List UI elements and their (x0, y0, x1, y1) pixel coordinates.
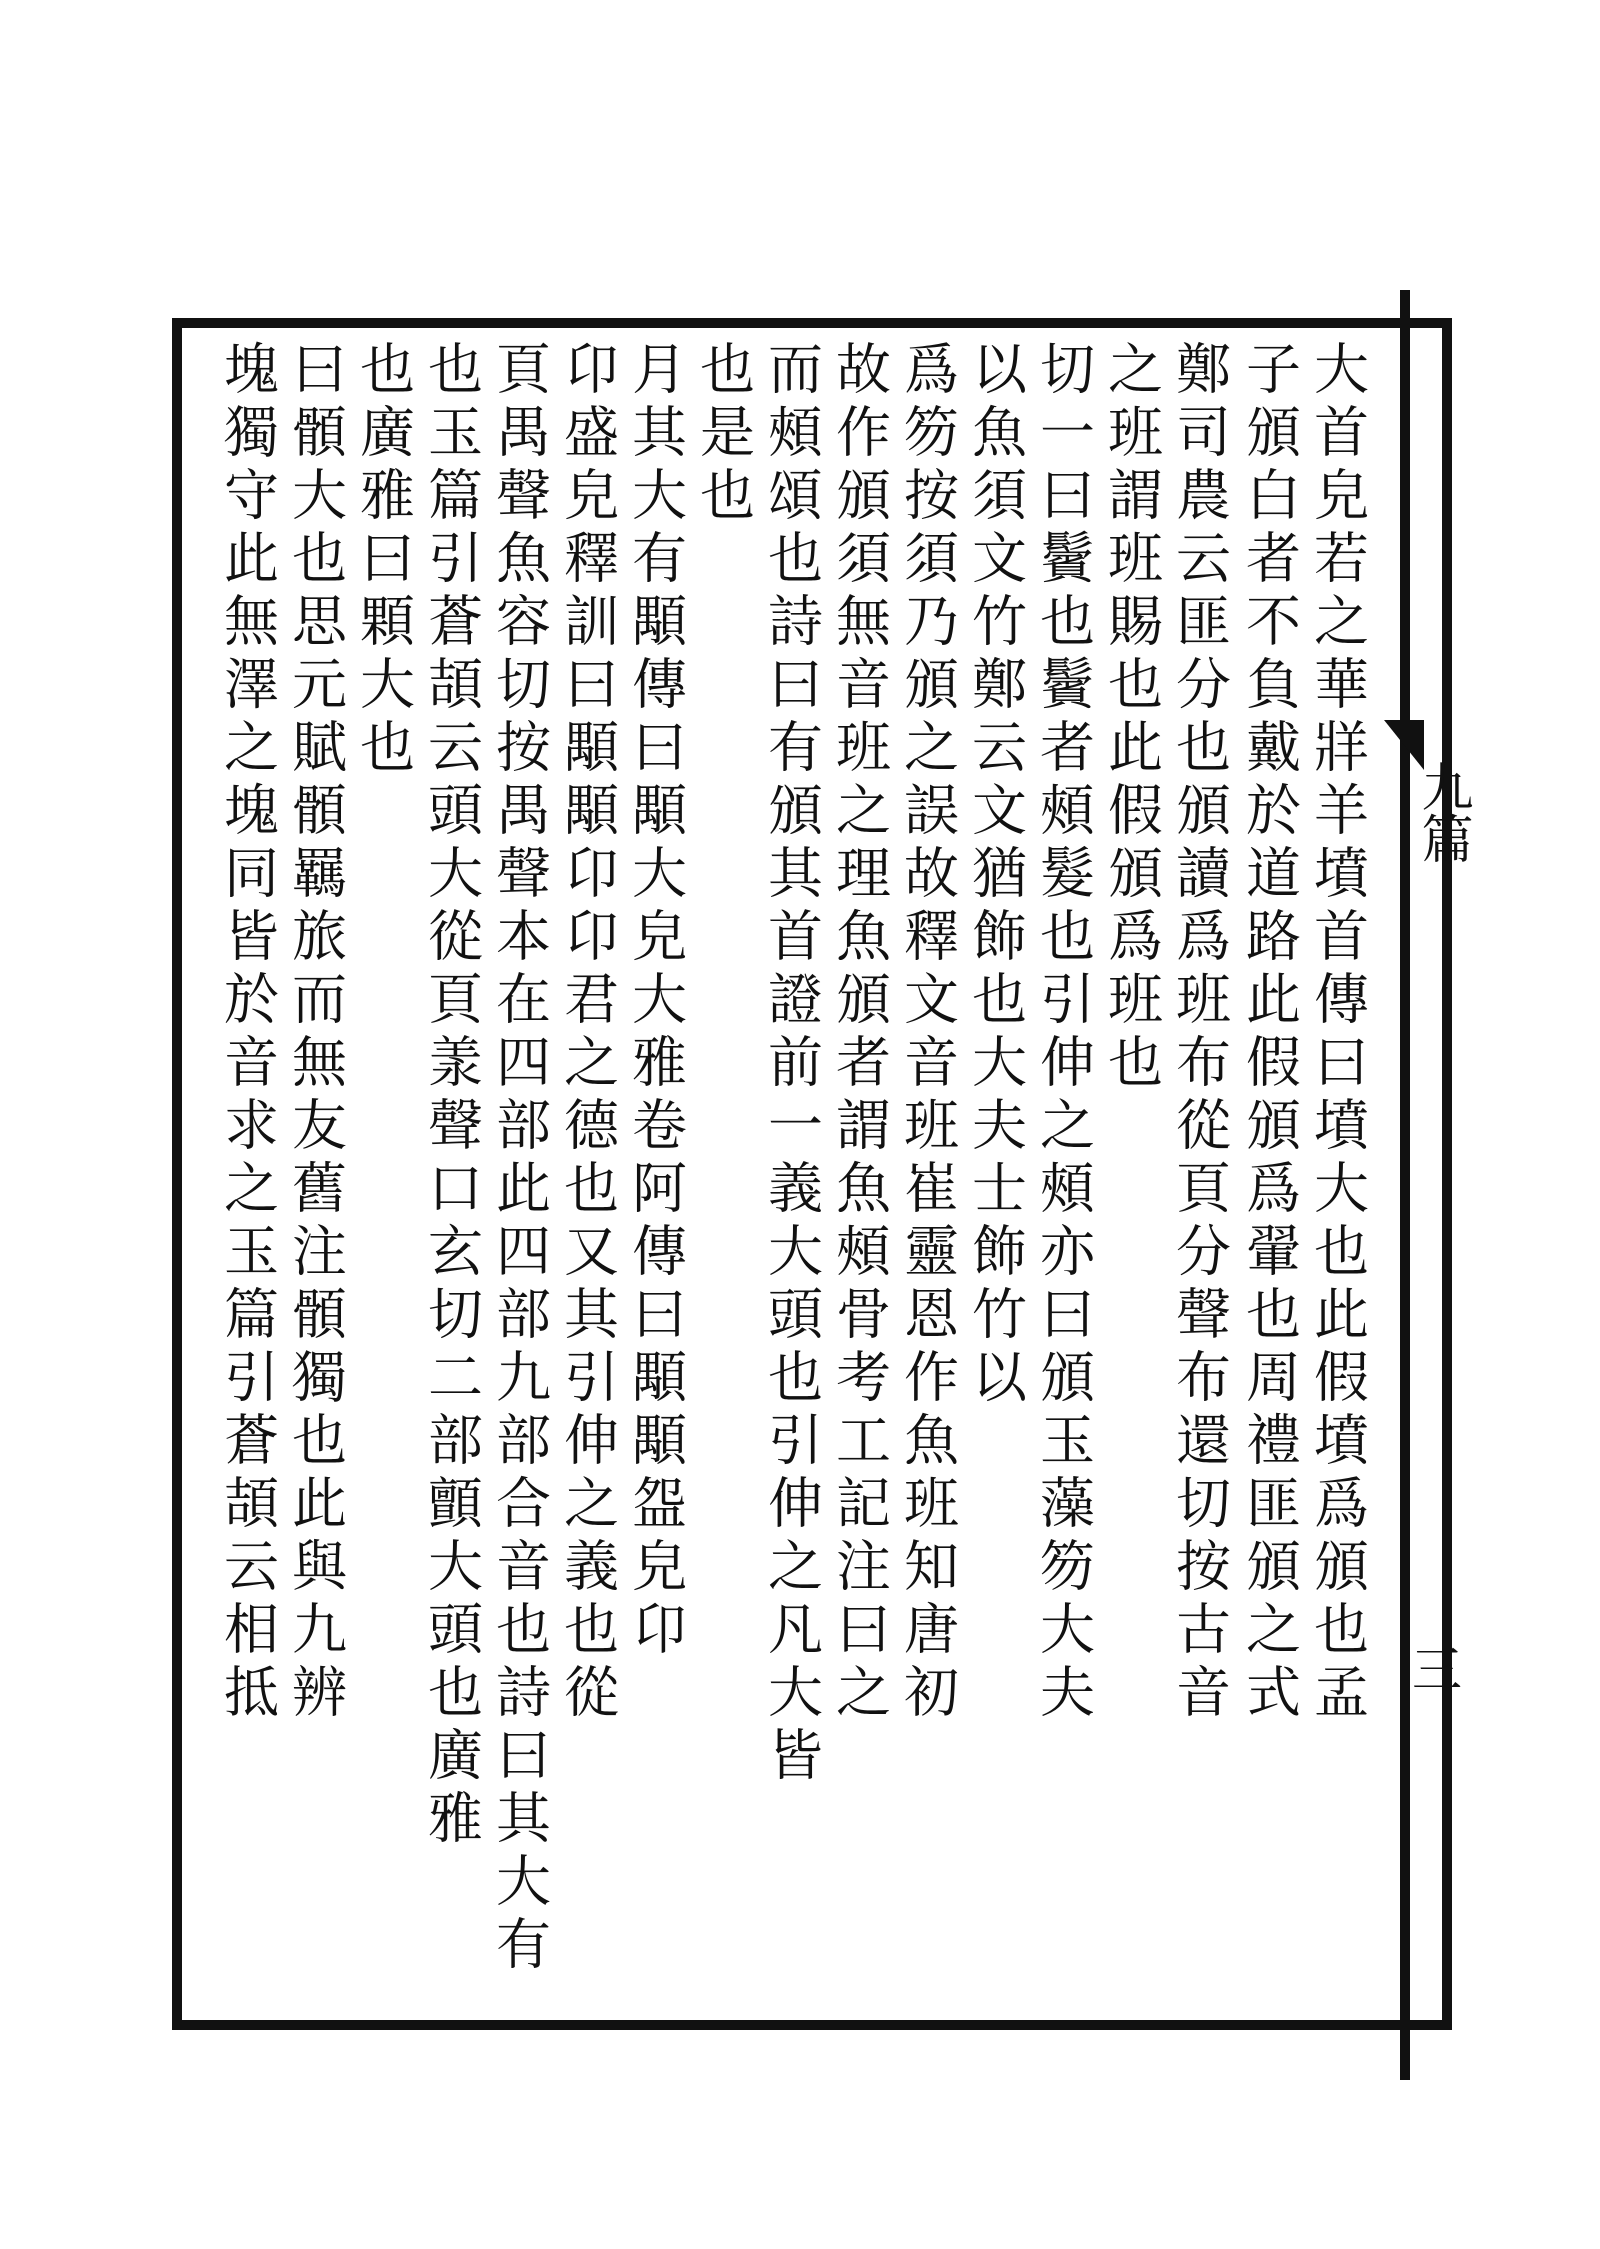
text-column: 也廣雅曰顆大也 (351, 340, 415, 781)
text-column: 鄭司農云匪分也頒讀爲班布從頁分聲布還切按古音 (1167, 340, 1231, 1726)
text-column: 大首皃若之華牂羊墳首傳曰墳大也此假墳爲頒也孟 (1305, 340, 1369, 1726)
text-column: 也玉篇引蒼頡云頭大從頁羕聲口玄切二部顫大頭也廣雅 (419, 340, 483, 1852)
text-column: 子頒白者不負戴於道路此假頒爲翬也周禮匪頒之式 (1237, 340, 1301, 1726)
text-column: 切一曰鬢也鬢者頰髮也引伸之頰亦曰頒玉藻笏大夫 (1031, 340, 1095, 1726)
text-column: 曰顝大也思元賦顝羈旅而無友舊注顝獨也此與九辨 (283, 340, 347, 1726)
text-column: 也是也 (691, 340, 755, 529)
text-column: 塊獨守此無澤之塊同皆於音求之玉篇引蒼頡云相抵 (215, 340, 279, 1726)
text-column: 頁禺聲魚容切按禺聲本在四部此四部九部合音也詩曰其大有 (487, 340, 551, 1978)
margin-strip (1400, 290, 1410, 2080)
text-column: 卬盛皃釋訓曰顒顒卬卬君之德也又其引伸之義也從 (555, 340, 619, 1726)
page-number: 三 (1412, 1641, 1462, 1699)
margin-label: 九篇 (1412, 760, 1472, 864)
text-column: 之班謂班賜也此假頒爲班也 (1099, 340, 1163, 1096)
text-column: 月其大有顒傳曰顒大皃大雅卷阿傳曰顒顒盌皃卬 (623, 340, 687, 1663)
text-column: 爲笏按須乃頒之誤故釋文音班崔靈恩作魚班知唐初 (895, 340, 959, 1726)
text-column: 以魚須文竹鄭云文猶飾也大夫士飾竹以 (963, 340, 1027, 1411)
text-column: 故作頒須無音班之理魚頒者謂魚頰骨考工記注曰之 (827, 340, 891, 1726)
text-column: 而頰頌也詩曰有頒其首證前一義大頭也引伸之凡大皆 (759, 340, 823, 1789)
